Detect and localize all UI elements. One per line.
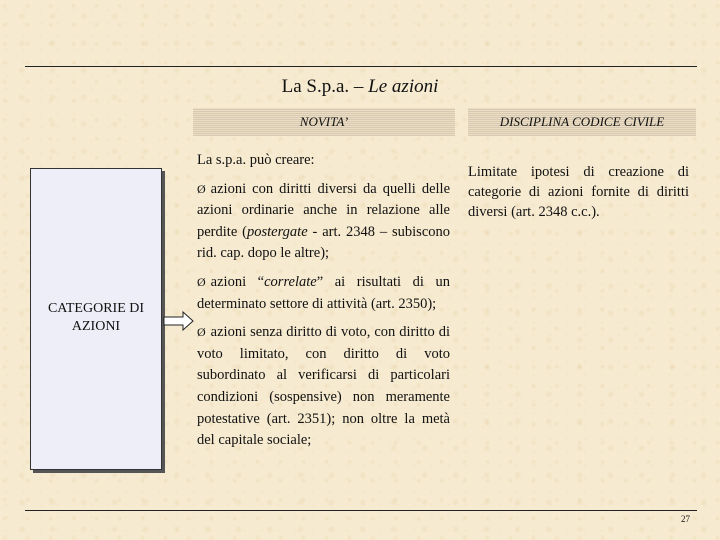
novita-item-correlate [197, 272, 450, 315]
novita-intro: La s.p.a. può creare: [197, 152, 315, 168]
slide-title [0, 76, 720, 98]
item2-text-before: azioni “ [210, 273, 265, 290]
item1-text-after: - art. 2348 – subiscono rid. cap. dopo le altre); [197, 223, 451, 262]
item2-italic: correlate [264, 273, 317, 290]
item1-text-before: azioni con diritti diversi da quelli delle azioni ordinarie anche in relazione alle perdite ( [197, 180, 450, 240]
item2-text-after: ” ai risultati di un determinato settore di attività (art. 2350); [197, 273, 450, 312]
bullet-arrow-icon: Ø [197, 181, 206, 196]
slide-title-plain: La S.p.a. – [281, 76, 369, 97]
bullet-arrow-icon: Ø [197, 325, 206, 340]
disciplina-header [468, 108, 696, 136]
slide-title-italic: Le azioni [368, 76, 439, 97]
categorie-label: CATEGORIE DI AZIONI [47, 301, 145, 334]
novita-header-label: NOVITA’ [299, 114, 349, 129]
novita-header [193, 108, 455, 136]
arrow-right-icon [163, 310, 195, 332]
disciplina-header-label: DISCIPLINA CODICE CIVILE [499, 114, 665, 129]
novita-item-postergate [197, 179, 450, 265]
bullet-arrow-icon: Ø [197, 274, 206, 289]
novita-column [197, 150, 450, 459]
page-number: 27 [681, 514, 690, 524]
top-divider [25, 66, 697, 67]
item3-text: azioni senza diritto di voto, con diritto di voto limitato, con diritto di voto subordinato al verificarsi di particolari condizioni (sospensive) non meramente potestative (art. 2351); non oltre la metà del capitale sociale; [197, 324, 450, 449]
disciplina-text: Limitate ipotesi di creazione di categorie di azioni fornite di diritti diversi (art. 2348 c.c.). [468, 164, 689, 220]
bottom-divider [25, 510, 697, 511]
novita-item-voto [197, 322, 450, 452]
item1-italic: postergate [246, 223, 308, 240]
